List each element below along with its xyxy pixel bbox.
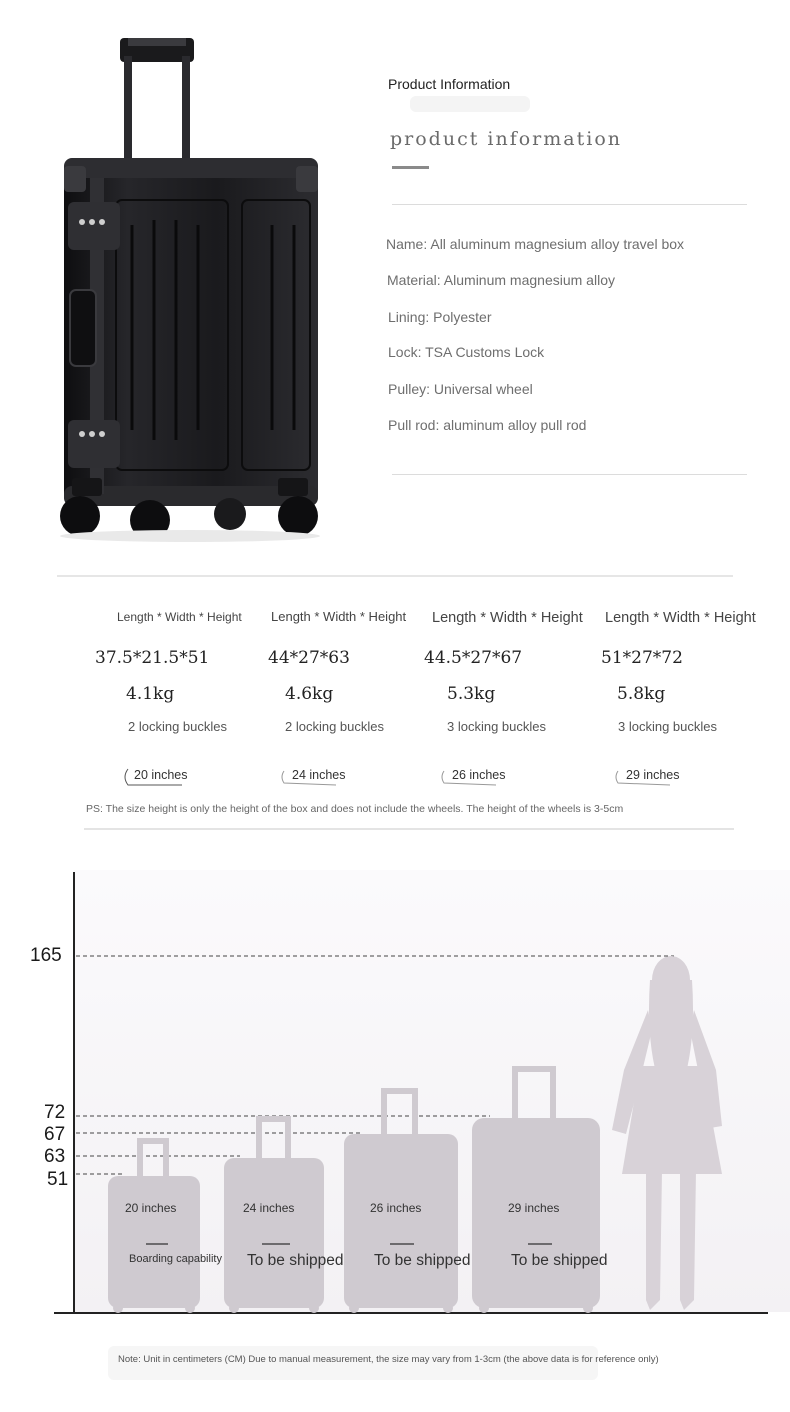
case-status-label: Boarding capability (129, 1253, 222, 1265)
measurement-note: Note: Unit in centimeters (CM) Due to manual measurement, the size may vary from 1-3cm (the above data is for reference only) (118, 1354, 659, 1365)
size-dim-label: Length * Width * Height (117, 610, 242, 624)
size-buckles: 2 locking buckles (285, 719, 384, 734)
size-inches: 24 inches (292, 768, 346, 782)
size-buckles: 2 locking buckles (128, 719, 227, 734)
size-dimensions: 51*27*72 (601, 648, 683, 668)
divider-section (57, 575, 733, 577)
case-size-label: 24 inches (243, 1201, 295, 1215)
size-inch-tag (440, 765, 520, 789)
spec-lining: Lining: Polyester (388, 309, 492, 325)
case-size-label: 20 inches (125, 1201, 177, 1215)
y-tick-label: 165 (30, 945, 62, 966)
spec-name: Name: All aluminum magnesium alloy travel box (386, 236, 685, 252)
size-buckles: 3 locking buckles (618, 719, 717, 734)
size-weight: 4.1kg (126, 684, 175, 704)
heading-subtitle-blur (410, 96, 530, 112)
product-info-heading: Product Information (388, 76, 511, 92)
product-info-subheading: product information (390, 128, 622, 150)
size-inches: 20 inches (134, 768, 188, 782)
case-size-label: 29 inches (508, 1201, 560, 1215)
size-inch-tag (280, 765, 360, 789)
spec-pulley: Pulley: Universal wheel (388, 381, 533, 397)
size-dimensions: 44.5*27*67 (424, 648, 523, 668)
size-dim-label: Length * Width * Height (432, 610, 583, 626)
spec-material: Material: Aluminum magnesium alloy (387, 272, 615, 288)
spec-pull-rod: Pull rod: aluminum alloy pull rod (388, 417, 587, 433)
size-weight: 5.3kg (447, 684, 496, 704)
case-size-label: 26 inches (370, 1201, 422, 1215)
divider-specs-bottom (392, 474, 747, 475)
y-tick-label: 67 (44, 1124, 66, 1145)
size-buckles: 3 locking buckles (447, 719, 546, 734)
size-weight: 4.6kg (285, 684, 334, 704)
spec-lock: Lock: TSA Customs Lock (388, 344, 545, 360)
size-dimensions: 44*27*63 (268, 648, 350, 668)
case-status-label: To be shipped (247, 1252, 344, 1269)
case-status-label: To be shipped (374, 1252, 471, 1269)
y-tick-label: 51 (47, 1169, 69, 1190)
y-tick-label: 63 (44, 1146, 66, 1167)
divider-top (392, 204, 747, 205)
case-status-label: To be shipped (511, 1252, 608, 1269)
size-dim-label: Length * Width * Height (271, 609, 407, 624)
suitcase-product-image (50, 30, 340, 550)
y-tick-label: 72 (44, 1102, 66, 1123)
heading-accent-dash (392, 166, 429, 169)
size-inch-tag (122, 765, 202, 789)
size-dimensions: 37.5*21.5*51 (95, 648, 210, 668)
size-inches: 29 inches (626, 768, 680, 782)
size-inch-tag (614, 765, 694, 789)
size-weight: 5.8kg (617, 684, 666, 704)
size-inches: 26 inches (452, 768, 506, 782)
ps-note: PS: The size height is only the height of the box and does not include the wheels. The height of the wheels is 3-5cm (86, 803, 624, 815)
size-dim-label: Length * Width * Height (605, 610, 756, 626)
